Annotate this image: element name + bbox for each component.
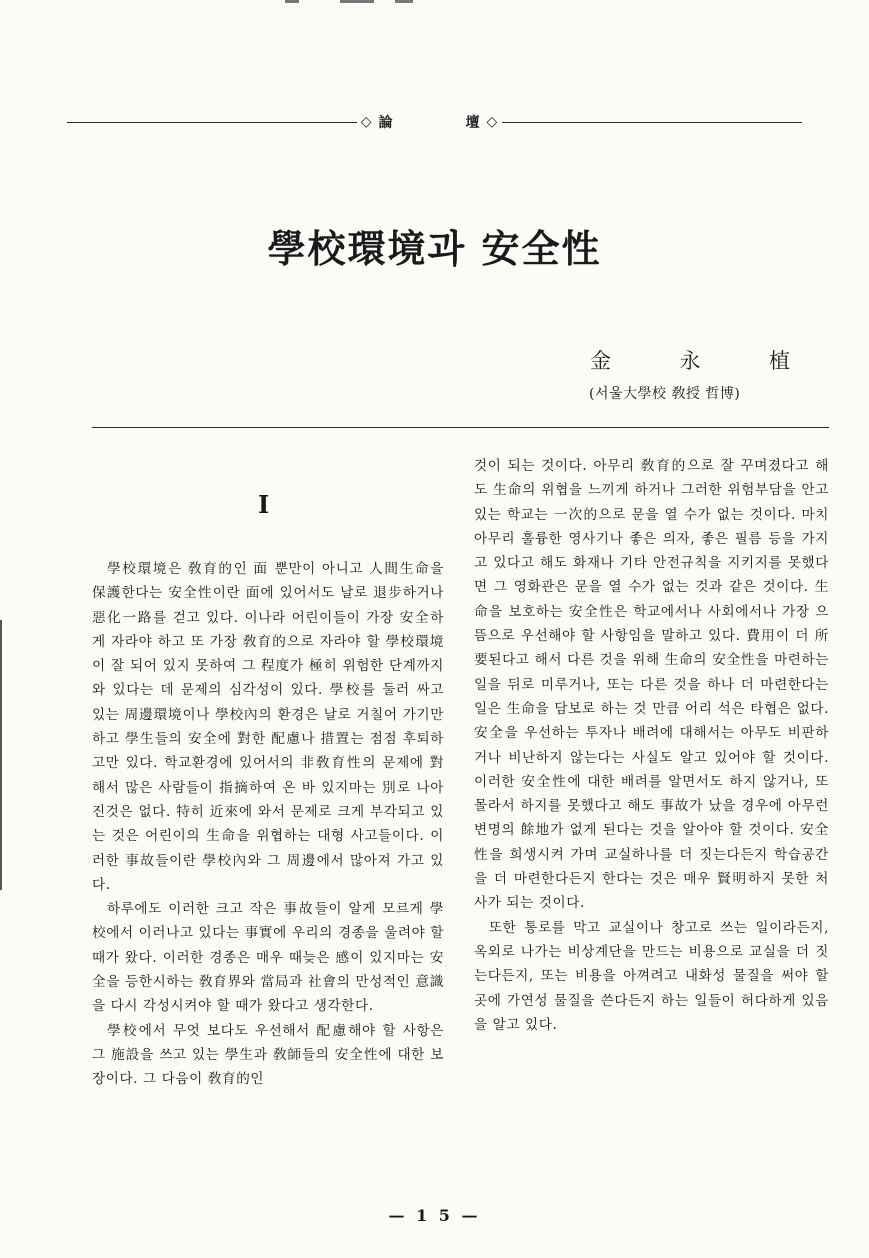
body-column-left <box>92 557 444 1092</box>
article-title: 學校環境과 安全性 <box>267 226 602 271</box>
body-column-right <box>474 454 829 1037</box>
paragraph: 하루에도 이러한 크고 작은 事故들이 알게 모르게 學校에서 이러나고 있다는 事實에 우리의 경종을 울려야 할 때가 왔다. 이러한 경종은 매우 때늦은 感이 있지마는 安全을 등한시하는 敎育界와 當局과 社會의 만성적인 意識을 다시 각성시켜야 할 때가 왔다고 생각한다. <box>92 901 444 1015</box>
title-divider <box>92 427 829 428</box>
author-name-char: 金 <box>590 349 611 373</box>
author-name-char: 植 <box>769 349 790 373</box>
author-affiliation: (서울大學校 敎授 哲博) <box>589 386 741 402</box>
top-edge-mark <box>395 0 413 3</box>
section-number: I <box>258 490 270 519</box>
diamond-icon: ◇ <box>360 114 373 130</box>
diamond-icon: ◇ <box>486 114 499 130</box>
top-edge-mark <box>285 0 299 3</box>
paragraph: 學校에서 무엇 보다도 우선해서 配慮해야 할 사항은 그 施設을 쓰고 있는 學生과 敎師들의 安全性에 대한 보장이다. 그 다음이 敎育的인 <box>92 1022 444 1088</box>
author-name <box>590 345 790 375</box>
top-edge-mark <box>340 0 374 3</box>
header-right-rule <box>502 122 802 123</box>
author-name-char: 永 <box>679 349 701 373</box>
paragraph: 學校環境은 敎育的인 面 뿐만이 아니고 人間生命을 保護한다는 安全性이란 面에 있어서도 날로 退步하거나 惡化一路를 걷고 있다. 이나라 어린이들이 가장 安全하게 자라야 하고 또 가장 敎育的으로 자라야 할 學校環境이 잘 되어 있지 못하여 그 程度가 極히 위험한 단계까지와 있다는 데 문제의 심각성이 있다. 學校를 둘러 싸고 있는 周邊環境이나 學校內의 환경은 날로 거칠어 가기만 하고 學生들의 安全에 對한 配慮나 措置는 점점 후퇴하고만 있다. 학교환경에 있어서의 非敎育性의 문제에 對해서 많은 사람들이 指摘하여 온 바 있지마는 別로 나아진것은 없다. 特히 近來에 와서 문제로 크게 부각되고 있는 것은 어린이의 生命을 위협하는 대형 사고들이다. 이러한 事故들이란 學校內와 그 周邊에서 많아져 가고 있다. <box>92 561 444 893</box>
section-header <box>0 112 869 132</box>
scan-edge-mark <box>0 620 2 890</box>
section-word-1: 論 <box>378 115 394 131</box>
header-left-rule <box>67 122 357 123</box>
page-number: — 1 5 — <box>388 1206 481 1225</box>
section-word-2: 壇 <box>465 115 481 131</box>
paragraph: 것이 되는 것이다. 아무리 敎育的으로 잘 꾸며졌다고 해도 生命의 위협을 느끼게 하거나 그러한 위험부담을 안고 있는 학교는 一次的으로 문을 열 수가 없는 것이다. 마치 아무리 훌륭한 영사기나 좋은 의자, 좋은 필름 등을 가지고 있다고 해도 화재나 기타 안전규칙을 지키지를 못했다면 그 영화관은 문을 열 수가 없는 것과 같은 것이다. 生命을 보호하는 安全性은 학교에서나 사회에서나 가장 으뜸으로 우선해야 할 사항임을 말하고 있다. 費用이 더 所要된다고 해서 다른 것을 위해 生命의 安全性을 마련하는 일을 뒤로 미루거나, 또는 다른 것을 하나 더 마련한다는 일은 生命을 담보로 하는 것 만큼 어리 석은 타협은 없다. 安全을 우선하는 투자나 배려에 대해서는 아무도 비판하거나 비난하지 않는다는 사실도 알고 있어야 할 것이다. 이러한 安全性에 대한 배려를 알면서도 하지 않거나, 또 몰라서 하지를 못했다고 해도 事故가 났을 경우에 아무런 변명의 餘地가 없게 된다는 것을 알아야 할 것이다. 安全性을 희생시켜 가며 교실하나를 더 짓는다든지 학습공간을 더 마련한다든지 한다는 것은 매우 賢明하지 못한 처사가 되는 것이다. <box>474 458 829 912</box>
paragraph: 또한 통로를 막고 교실이나 창고로 쓰는 일이라든지, 옥외로 나가는 비상계단을 만드는 비용으로 교실을 더 짓는다든지, 또는 비용을 아껴려고 내화성 물질을 써야 할 곳에 가연성 물질을 쓴다든지 하는 일들이 허다하게 있음을 알고 있다. <box>474 919 829 1033</box>
